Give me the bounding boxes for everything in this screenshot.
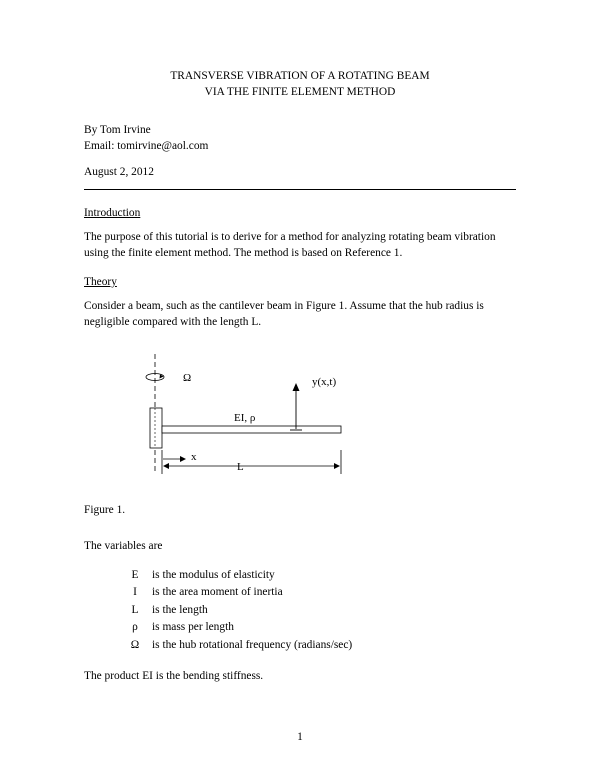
title-line-2: VIA THE FINITE ELEMENT METHOD xyxy=(204,86,396,98)
variable-symbol: E xyxy=(131,569,139,581)
variables-intro: The variables are xyxy=(84,540,163,552)
introduction-line-1: The purpose of this tutorial is to derive for a method for analyzing rotating beam vibration xyxy=(84,231,496,243)
variable-symbol: I xyxy=(133,586,137,598)
theory-line-1: Consider a beam, such as the cantilever beam in Figure 1. Assume that the hub radius is xyxy=(84,300,484,312)
length-label: L xyxy=(237,461,244,473)
document-date: August 2, 2012 xyxy=(84,166,154,178)
author-email: Email: tomirvine@aol.com xyxy=(84,140,209,152)
variable-symbol: Ω xyxy=(130,639,140,651)
variable-description: is the area moment of inertia xyxy=(152,586,283,598)
beam-figure xyxy=(0,350,600,480)
variable-symbol: L xyxy=(131,604,139,616)
variable-description: is mass per length xyxy=(152,621,234,633)
theory-heading: Theory xyxy=(84,276,117,288)
beam-properties-label: EI, ρ xyxy=(234,412,256,424)
arrow-up-icon xyxy=(293,383,300,391)
variable-description: is the modulus of elasticity xyxy=(152,569,275,581)
figure-caption: Figure 1. xyxy=(84,504,126,516)
variable-symbol: ρ xyxy=(132,621,138,633)
page-number: 1 xyxy=(297,731,303,743)
beam xyxy=(162,426,341,433)
x-label: x xyxy=(191,451,197,463)
author-byline: By Tom Irvine xyxy=(84,124,151,136)
variable-description: is the hub rotational frequency (radians/sec) xyxy=(152,639,353,651)
introduction-line-2: using the finite element method. The method is based on Reference 1. xyxy=(84,247,403,259)
variable-description: is the length xyxy=(152,604,208,616)
dimension-left-arrow-icon xyxy=(163,463,169,469)
dimension-right-arrow-icon xyxy=(334,463,340,469)
title-line-1: TRANSVERSE VIBRATION OF A ROTATING BEAM xyxy=(170,70,430,82)
hub xyxy=(150,408,162,448)
omega-label: Ω xyxy=(183,372,192,384)
theory-line-2: negligible compared with the length L. xyxy=(84,316,262,328)
closing-sentence: The product EI is the bending stiffness. xyxy=(84,670,264,682)
deflection-label: y(x,t) xyxy=(312,376,337,388)
horizontal-rule xyxy=(84,189,516,190)
introduction-heading: Introduction xyxy=(84,207,141,219)
x-arrow-icon xyxy=(180,456,186,462)
